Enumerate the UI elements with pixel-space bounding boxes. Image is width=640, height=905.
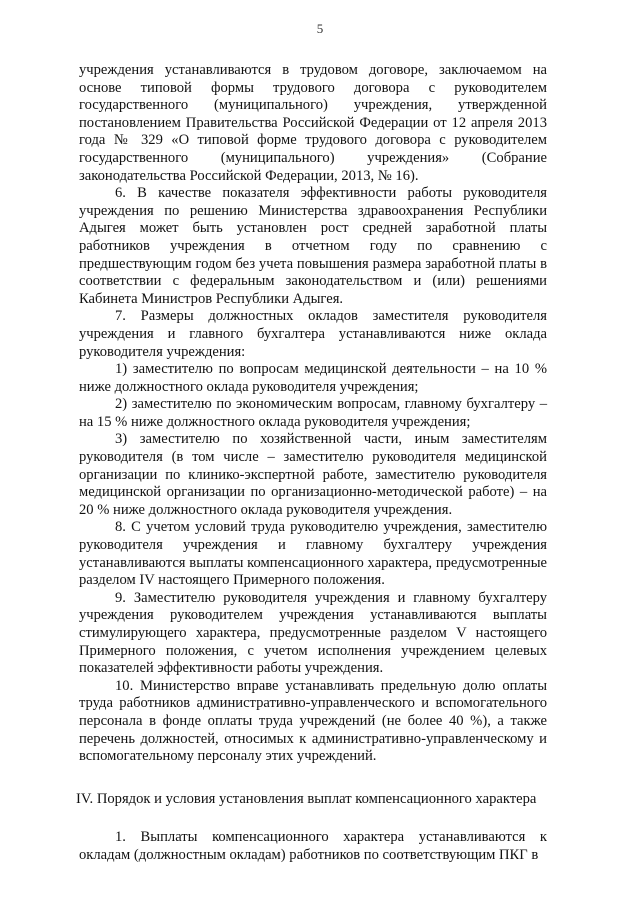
document-body: [79, 62, 547, 766]
section-heading: IV. Порядок и условия установления выплат компенсационного характера: [76, 791, 537, 807]
paragraph-item-8: 8. С учетом условий труда руководителю учреждения, заместителю руководителя учреждения и главному бухгалтеру учреждения устанавливаются выплаты компенсационного характера, предусмотренные разделом IV настоящего Примерного положения.: [79, 519, 547, 589]
subitem-1: 1) заместителю по вопросам медицинской деятельности – на 10 % ниже должностного оклада руководителя учреждения;: [79, 361, 547, 395]
page-number: 5: [316, 21, 324, 36]
subitem-3: 3) заместителю по хозяйственной части, иным заместителям руководителя (в том числе – заместителю руководителя медицинской организации по клинико-экспертной работе, заместителю руководителя медицинской организации по организационно-методической работе) – на 20 % ниже должностного оклада руководителя учреждения.: [79, 431, 547, 518]
paragraph-item-6: 6. В качестве показателя эффективности работы руководителя учреждения по решению Министерства здравоохранения Республики Адыгея может быть установлен рост средней заработной платы работников учреждения в отчетном году по сравнению с предшествующим годом без учета повышения размера заработной платы в соответствии с федеральным законодательством и (или) решениями Кабинета Министров Республики Адыгея.: [79, 185, 547, 307]
section-body: [79, 829, 547, 864]
paragraph-item-7: 7. Размеры должностных окладов заместителя руководителя учреждения и главного бухгалтера устанавливаются ниже оклада руководителя учреждения:: [79, 308, 547, 360]
paragraph-continuation: учреждения устанавливаются в трудовом договоре, заключаемом на основе типовой формы трудового договора с руководителем государственного (муниципального) учреждения, утвержденной постановлением Правительства Российской Федерации от 12 апреля 2013 года № 329 «О типовой форме трудового договора с руководителем государственного (муниципального) учреждения» (Собрание законодательства Российской Федерации, 2013, № 16).: [79, 62, 547, 184]
section-paragraph-1: 1. Выплаты компенсационного характера устанавливаются к окладам (должностным окладам) работников по соответствующим ПКГ в: [79, 829, 547, 863]
paragraph-item-9: 9. Заместителю руководителя учреждения и главному бухгалтеру учреждения руководителем учреждения устанавливаются выплаты стимулирующего характера, предусмотренные разделом V настоящего Примерного положения, с учетом исполнения учреждением целевых показателей эффективности работы учреждения.: [79, 589, 547, 677]
paragraph-item-10: 10. Министерство вправе устанавливать предельную долю оплаты труда работников административно-управленческого и вспомогательного персонала в фонде оплаты труда учреждений (не более 40 %), а также перечень должностей, относимых к административно-управленческому и вспомогательному персоналу этих учреждений.: [79, 677, 547, 765]
subitem-2: 2) заместителю по экономическим вопросам, главному бухгалтеру – на 15 % ниже должностного оклада руководителя учреждения;: [79, 396, 547, 430]
